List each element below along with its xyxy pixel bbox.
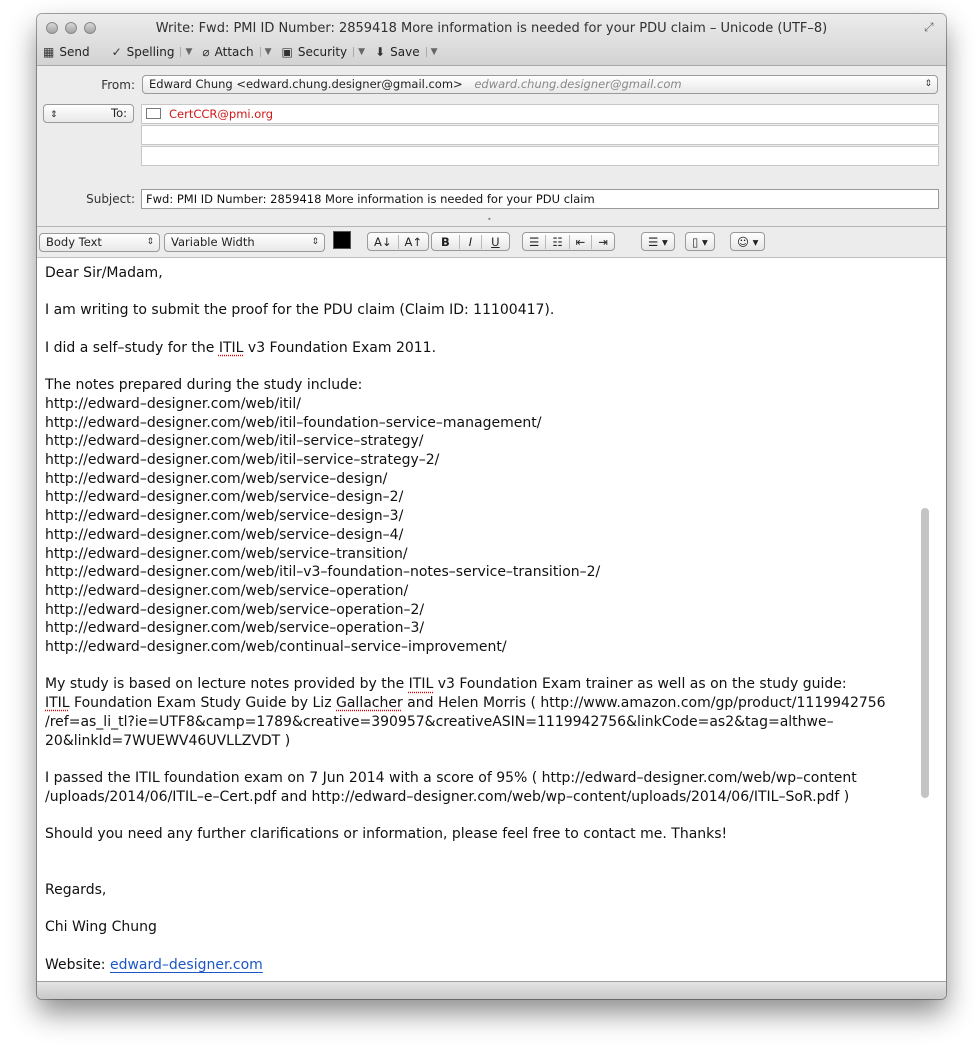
format-bar [37,227,946,258]
spelling-button[interactable] [112,45,193,59]
misspelled-word: Gallacher [336,695,403,712]
paragraph-exam-result [45,769,925,806]
text-span: /ref=as_li_tl?ie=UTF8&camp=1789&creative=390957&creativeASIN=1119942756&linkCode=as2&tag=althwe– [45,713,834,730]
text-span: I did a self–study for the [45,339,219,356]
subject-label: Subject: [86,192,135,206]
updown-arrows-icon: ⇕ [924,79,932,89]
website-link[interactable]: edward–designer.com [109,956,263,973]
send-label: Send [59,45,90,59]
paragraph-study-guide [45,675,925,750]
paragraph-style-select[interactable] [39,233,160,252]
foreground-color-swatch[interactable] [333,231,351,249]
text-span: I passed the ITIL foundation exam on 7 Jun 2014 with a score of 95% ( http://edward–designer.com/web/wp–content [45,769,857,786]
greeting: Dear Sir/Madam, [45,265,163,281]
note-url: http://edward–designer.com/web/service–operation–3/ [45,620,425,637]
text-span: 20&linkId=7WUEWV46UVLLZVDT ) [45,732,291,749]
note-url: http://edward–designer.com/web/itil–service–strategy–2/ [45,451,440,468]
address-header-area [37,66,946,227]
attach-dropdown-icon[interactable]: ▼ [260,47,272,57]
spelling-dropdown-icon[interactable]: ▼ [180,47,192,57]
insert-select[interactable] [685,232,715,251]
text-span: v3 Foundation Exam trainer as well as on the study guide: [433,676,847,693]
from-value: Edward Chung <edward.chung.designer@gmail.com> [149,77,463,91]
paragraph-style-value: Body Text [46,235,102,249]
emoji-select[interactable] [730,232,765,251]
alignment-select[interactable] [641,232,675,251]
italic-button[interactable]: I [459,235,481,249]
from-account: edward.chung.designer@gmail.com [474,77,682,91]
underline-button[interactable]: U [481,235,508,249]
note-url: http://edward–designer.com/web/service–transition/ [45,545,408,562]
note-url: http://edward–designer.com/web/service–operation–2/ [45,601,425,618]
text-span: v3 Foundation Exam 2011. [243,339,437,356]
text-span: and Helen Morris ( http://www.amazon.com/gp/product/1119942756 [402,695,886,712]
updown-arrows-icon: ⇕ [146,237,154,247]
signature-name: Chi Wing Chung [45,919,157,936]
text-span: Foundation Exam Study Guide by Liz [69,695,336,712]
align-left-icon: ☰ ▾ [648,234,668,249]
to-field-empty-row-1[interactable] [141,125,939,145]
to-label: To: [111,106,127,120]
note-url: http://edward–designer.com/web/service–design–3/ [45,508,404,525]
text-span: My study is based on lecture notes provided by the [45,676,409,693]
send-button[interactable] [43,45,90,59]
decrease-font-size-button[interactable]: A↓ [374,234,392,249]
note-url: http://edward–designer.com/web/service–operation/ [45,582,409,599]
misspelled-word: ITIL [218,339,244,356]
bold-button[interactable]: B [441,234,450,249]
updown-arrows-icon: ⇕ [50,110,58,120]
paragraph-claim: I am writing to submit the proof for the PDU claim (Claim ID: 11100417). [45,302,555,319]
checkmark-icon: ✓ [111,45,122,59]
from-label: From: [101,78,135,92]
notes-intro: The notes prepared during the study include: [45,377,363,394]
note-url: http://edward–designer.com/web/continual–service–improvement/ [45,639,507,656]
send-icon: ▦ [43,45,55,59]
note-url: http://edward–designer.com/web/itil–service–strategy/ [45,433,424,450]
paragraph-self-study [45,339,925,358]
smiley-icon: ☺ ▾ [737,234,759,249]
security-dropdown-icon[interactable]: ▼ [353,47,365,57]
download-arrow-icon: ⬇ [375,45,386,59]
text-style-group [431,232,510,251]
misspelled-word: ITIL [45,695,70,712]
font-value: Variable Width [171,235,255,249]
page-icon: ▯ ▾ [692,234,708,249]
vertical-scrollbar[interactable] [921,508,929,798]
spelling-label: Spelling [126,45,175,59]
indent-increase-icon[interactable]: ⇥ [591,235,614,249]
message-body[interactable] [37,258,932,981]
indent-decrease-icon[interactable]: ⇤ [569,235,592,249]
numbered-list-icon[interactable]: ☷ [545,235,568,249]
to-field-empty-row-2[interactable] [141,146,939,166]
list-indent-group [522,232,615,251]
bullet-list-icon[interactable]: ☰ [529,234,540,249]
subject-field[interactable]: Fwd: PMI ID Number: 2859418 More information is needed for your PDU claim [141,189,939,209]
signature-website [45,956,925,975]
note-url: http://edward–designer.com/web/service–design–4/ [45,526,404,543]
notes-list [45,376,925,657]
window-title: Write: Fwd: PMI ID Number: 2859418 More information is needed for your PDU claim – Unicode (UTF–8) [155,21,828,36]
resize-grip-icon[interactable]: • [487,215,492,224]
compose-window [37,14,946,999]
note-url: http://edward–designer.com/web/itil/ [45,395,301,412]
note-url: http://edward–designer.com/web/service–design–2/ [45,489,404,506]
security-label: Security [297,45,348,59]
lock-icon: ▣ [281,45,293,59]
paragraph-closing: Should you need any further clarifications or information, please feel free to contact me. Thanks! [45,826,728,842]
security-button[interactable] [282,45,366,59]
regards: Regards, [45,882,107,899]
from-select[interactable] [142,75,938,94]
website-label: Website: [45,956,110,973]
updown-arrows-icon: ⇕ [311,237,319,247]
note-url: http://edward–designer.com/web/service–design/ [45,470,388,487]
to-field-type-select[interactable] [43,104,134,123]
text-span: /uploads/2014/06/ITIL–e–Cert.pdf and http://edward–designer.com/web/wp–content/uploads/2014/06/ITIL–SoR.pdf ) [45,788,850,805]
text-color-well[interactable] [333,231,355,253]
address-card-icon [146,108,161,119]
title-bar [37,14,946,66]
fullscreen-icon[interactable]: ⤢ [924,20,934,34]
save-button[interactable] [375,45,437,59]
paperclip-icon: ⌀ [202,45,210,59]
save-dropdown-icon[interactable]: ▼ [426,47,438,57]
compose-toolbar [43,43,448,61]
misspelled-word: ITIL [408,676,434,693]
save-label: Save [390,45,420,59]
increase-font-size-button[interactable]: A↑ [398,235,429,249]
bottom-bar [37,981,946,999]
font-select[interactable] [164,233,325,252]
message-text[interactable] [45,264,925,981]
attach-label: Attach [214,45,254,59]
to-field[interactable] [141,104,939,124]
font-size-group [367,232,429,251]
attach-button[interactable] [202,45,271,59]
note-url: http://edward–designer.com/web/itil–v3–foundation–notes–service–transition–2/ [45,564,601,581]
note-url: http://edward–designer.com/web/itil–foundation–service–management/ [45,414,542,431]
recipient-token[interactable]: CertCCR@pmi.org [169,107,274,121]
